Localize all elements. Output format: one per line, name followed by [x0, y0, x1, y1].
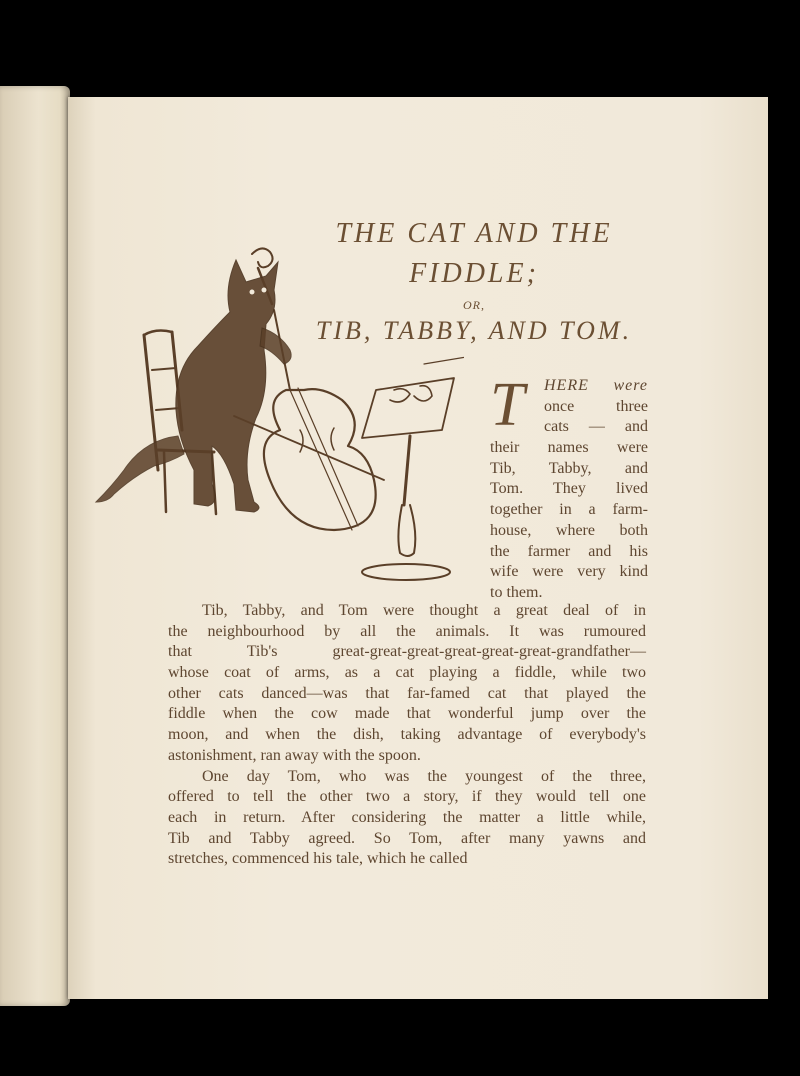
paragraph-1-line: whose coat of arms, as a cat playing a fiddle, while two: [168, 664, 646, 682]
title-line-2: FIDDLE;: [409, 258, 539, 289]
paragraph-1-line: that Tib's great-great-great-great-great-great-grandfather—: [168, 643, 646, 661]
intro-line: Tom. They lived: [490, 480, 648, 498]
title-or: OR,: [463, 298, 485, 312]
title-line-3: TIB, TABBY, AND TOM.: [315, 316, 633, 345]
intro-line: wife were very kind: [490, 563, 648, 581]
paragraph-1-line: Tib, Tabby, and Tom were thought a great deal of in: [202, 602, 646, 619]
intro-line: once three: [544, 397, 648, 415]
paragraph-1-line: other cats danced—was that far-famed cat that played the: [168, 684, 646, 702]
intro-column: [490, 371, 648, 604]
paragraph-1-line: fiddle when the cow made that wonderful jump over the: [168, 705, 646, 723]
paragraph-2-line: each in return. After considering the matter a little while,: [168, 808, 646, 826]
body-text: [168, 601, 646, 870]
paragraph-1-line: astonishment, ran away with the spoon.: [168, 746, 421, 764]
intro-line: cats — and: [544, 418, 648, 436]
intro-line: Tib, Tabby, and: [490, 459, 648, 477]
cat-playing-cello-illustration: [94, 240, 464, 590]
drop-cap: T: [490, 371, 525, 439]
intro-line: to them.: [490, 583, 543, 601]
intro-line: house, where both: [490, 521, 648, 539]
paragraph-2-line: One day Tom, who was the youngest of the three,: [202, 767, 646, 785]
left-page-edge: [0, 86, 70, 1006]
intro-line: HERE were: [544, 377, 648, 394]
intro-line: the farmer and his: [490, 542, 648, 560]
paragraph-1-line: moon, and when the dish, taking advantage of everybody's: [168, 726, 646, 744]
title-line-1: THE CAT AND THE: [335, 218, 613, 249]
intro-line: together in a farm-: [490, 501, 648, 519]
paragraph-1-line: the neighbourhood by all the animals. It was rumoured: [168, 622, 646, 640]
intro-line: their names were: [490, 439, 648, 457]
paragraph-2-line: Tib and Tabby agreed. So Tom, after many yawns and: [168, 829, 646, 847]
paragraph-2-line: stretches, commenced his tale, which he called: [168, 850, 468, 868]
paragraph-2-line: offered to tell the other two a story, if they would tell one: [168, 788, 646, 806]
